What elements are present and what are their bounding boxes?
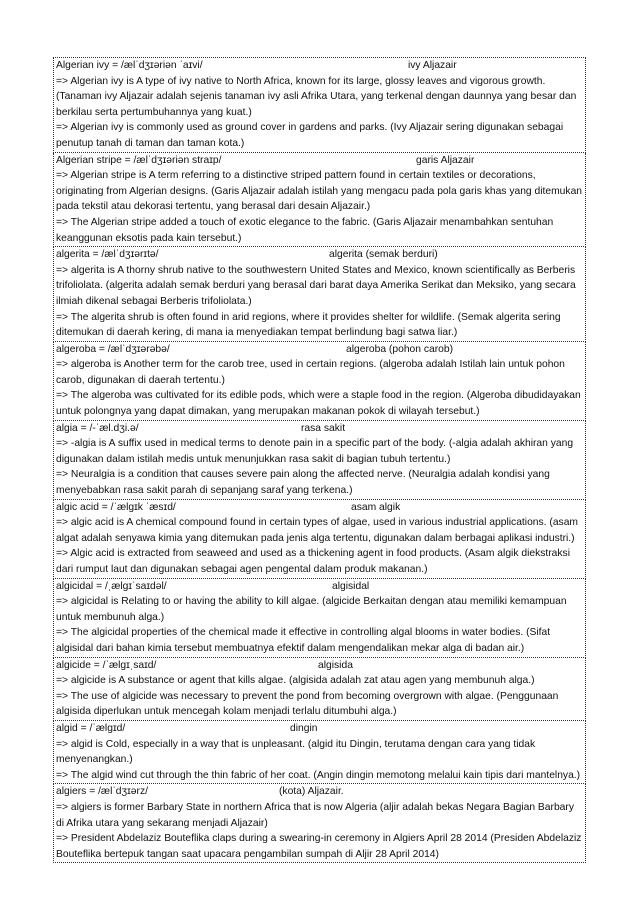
translation: asam algik: [351, 501, 401, 513]
entry-algerita: [53, 247, 586, 342]
example: => Neuralgia is a condition that causes severe pain along the affected nerve. (Neuralgia adalah kondisi yang menyebabkan rasa sakit parah di sepanjang saraf yang terkena.): [56, 469, 550, 497]
glossary-page: [53, 57, 586, 863]
headword: algicidal = /ˌælgɪˈsaɪdəl/: [56, 580, 167, 592]
definition: => Algerian stripe is A term referring to a distinctive striped pattern found in certain textiles or decorations, originating from Algerian designs. (Garis Aljazair adalah istilah yang mengacu pada pola garis khas yang ditemukan pada tekstil atau dekorasi tertentu, yang berasal dari desain Aljazair.): [56, 170, 583, 213]
definition: => algicidal is Relating to or having the ability to kill algae. (algicide Berkaitan dengan atau memiliki kemampuan untuk membunuh alga.): [56, 596, 567, 623]
definition: => algicide is A substance or agent that kills algae. (algisida adalah zat atau agen yang membunuh alga.): [56, 675, 535, 687]
example: => Algic acid is extracted from seaweed and used as a thickening agent in food products. (Asam algik diekstraksi dari rumput laut dan digunakan sebagai agen pengental dalam produk makanan.): [56, 548, 570, 575]
entry-head: [56, 500, 583, 516]
definition: => algid is Cold, especially in a way that is unpleasant. (algid itu Dingin, terutama dengan cara yang tidak menyenangkan.): [56, 738, 536, 766]
example: => The Algerian stripe added a touch of exotic elegance to the fabric. (Garis Aljazair menambahkan sentuhan keanggunan eksotis pada kain tersebut.): [56, 216, 554, 244]
entry-head: [56, 342, 583, 358]
definition: => algiers is former Barbary State in northern Africa that is now Algeria (aljir adalah bekas Negara Bagian Barbary di Afrika utara yang sekarang menjadi Aljazair): [56, 801, 574, 829]
entry-head: [56, 247, 583, 263]
headword: algic acid = /ˈælgɪk ˈæsɪd/: [56, 501, 176, 513]
headword: algiers = /ælˈdʒɪərz/: [56, 786, 148, 798]
translation: algeroba (pohon carob): [346, 343, 454, 355]
example: => The algid wind cut through the thin fabric of her coat. (Angin dingin memotong melalui kain tipis dari mantelnya.): [56, 769, 581, 781]
entry-algicidal: [53, 579, 586, 658]
entry-head: [56, 579, 583, 595]
example: => The algicidal properties of the chemical made it effective in controlling algal blooms in water bodies. (Sifat algisidal dari bahan kimia tersebut membuatnya efektif dalam mengendalikan mekar alga di badan air.): [56, 627, 551, 654]
translation: garis Aljazair: [416, 154, 475, 166]
entry-algeroba: [53, 342, 586, 421]
headword: algerita = /ælˈdʒɪərɪtə/: [56, 249, 159, 261]
headword: algeroba = /ælˈdʒɪərəbə/: [56, 343, 170, 355]
entry-head: [56, 784, 583, 800]
definition: => algeroba is Another term for the carob tree, used in certain regions. (algeroba adalah Istilah lain untuk pohon carob, digunakan di daerah tertentu.): [56, 359, 565, 386]
headword: algid = /ˈælgɪd/: [56, 722, 126, 734]
entry-algia: [53, 421, 586, 500]
entry-algicide: [53, 658, 586, 721]
headword: algicide = /ˈælgɪˌsaɪd/: [56, 659, 157, 671]
entry-algic-acid: [53, 500, 586, 579]
translation: algerita (semak berduri): [329, 249, 438, 261]
entry-head: [56, 658, 583, 674]
translation: rasa sakit: [301, 422, 346, 434]
translation: dingin: [290, 722, 318, 734]
entry-head: [56, 153, 583, 169]
translation: ivy Aljazair: [408, 60, 457, 71]
translation: algisidal: [332, 580, 370, 592]
entry-algerian-ivy: [53, 57, 586, 153]
entry-head: [56, 721, 583, 737]
entry-head: [56, 58, 583, 74]
definition: => Algerian ivy is A type of ivy native to North Africa, known for its large, glossy leaves and vigorous growth. (Tanaman ivy Aljazair adalah sejenis tanaman ivy asli Afrika Utara, yang terkenal dengan daunnya yang besar dan berkilau serta pertumbuhannya yang kuat.): [56, 75, 577, 118]
entry-algiers: [53, 784, 586, 863]
entry-algid: [53, 721, 586, 784]
headword: Algerian ivy = /ælˈdʒɪəriən ˈaɪvi/: [56, 60, 203, 71]
translation: (kota) Aljazair.: [279, 786, 344, 798]
definition: => algerita is A thorny shrub native to the southwestern United States and Mexico, known scientifically as Berberis trifoliolata. (algerita adalah semak berduri yang berasal dari barat daya Amerika Serikat dan Meksiko, yang secara ilmiah dikenal sebagai Berberis trifoliolata.): [56, 264, 576, 307]
definition: => algic acid is A chemical compound found in certain types of algae, used in various industrial applications. (asam algat adalah senyawa kimia yang ditemukan pada jenis alga tertentu, digunakan dalam berbagai aplikasi industri.): [56, 517, 579, 544]
example: => The use of algicide was necessary to prevent the pond from becoming overgrown with algae. (Penggunaan algisida diperlukan untuk mencegah kolam menjadi terlalu ditumbuhi alga.): [56, 690, 559, 718]
entry-head: [56, 421, 583, 437]
headword: algia = /-ˈæl.dʒi.ə/: [56, 422, 139, 434]
example: => The algerita shrub is often found in arid regions, where it provides shelter for wildlife. (Semak algerita sering ditemukan di daerah kering, di mana ia menyediakan tempat berlindung bagi satwa liar.): [56, 311, 561, 339]
example: => The algeroba was cultivated for its edible pods, which were a staple food in the region. (Algeroba dibudidayakan untuk polongnya yang dapat dimakan, yang merupakan makanan pokok di wilayah tersebut.): [56, 390, 581, 418]
headword: Algerian stripe = /ælˈdʒɪəriən straɪp/: [56, 154, 222, 166]
example: => Algerian ivy is commonly used as ground cover in gardens and parks. (Ivy Aljazair sering digunakan sebagai penutup tanah di taman dan taman kota.): [56, 122, 564, 149]
definition: => -algia is A suffix used in medical terms to denote pain in a specific part of the body. (-algia adalah akhiran yang digunakan dalam istilah medis untuk menunjukkan rasa sakit di bagian tubuh tertentu.): [56, 438, 574, 465]
example: => President Abdelaziz Bouteflika claps during a swearing-in ceremony in Algiers April 28 2014 (Presiden Abdelaziz Bouteflika bertepuk tangan saat upacara pengambilan sumpah di Aljir 28 April 2014): [56, 833, 582, 860]
entry-algerian-stripe: [53, 153, 586, 248]
translation: algisida: [318, 659, 353, 671]
